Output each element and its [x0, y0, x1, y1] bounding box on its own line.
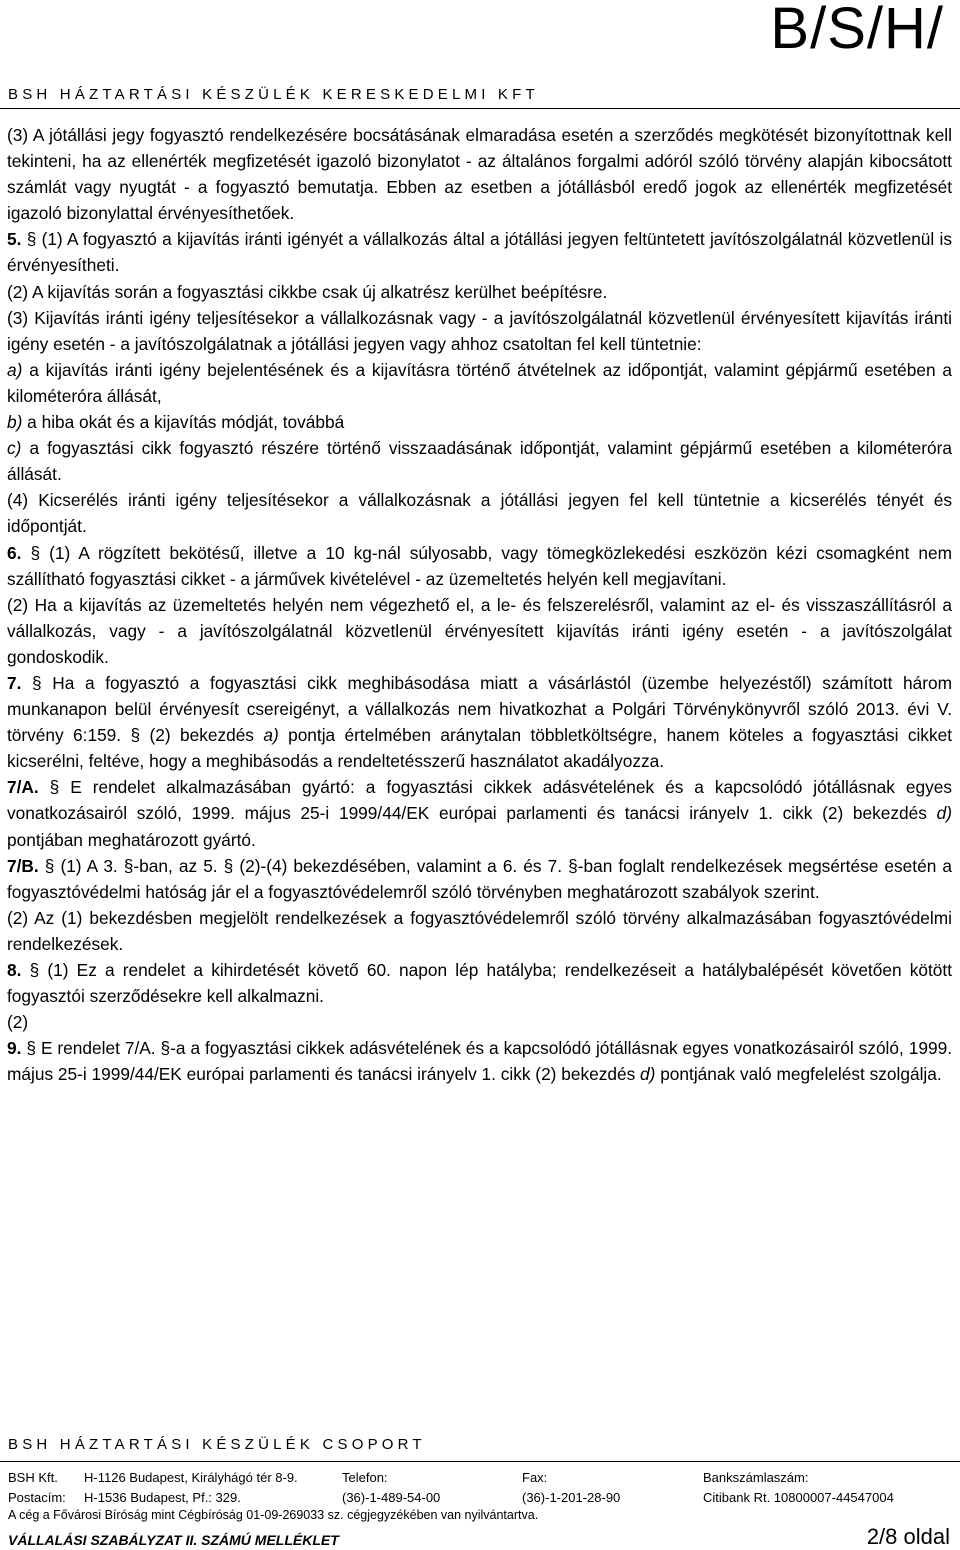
- text-segment: (2): [7, 1012, 29, 1033]
- footer-phone: (36)-1-489-54-00: [342, 1490, 441, 1505]
- text-segment: pontjának való megfelelést szolgálja.: [655, 1064, 942, 1085]
- text-segment: § (1) A rögzített bekötésű, illetve a 10 kg-nál súlyosabb, vagy tömegközlekedési eszközön kézi csomagként nem szállítható fogyasztási cikket - a járművek kivételével - az üzemeltetés helyén kell megjavítani.: [7, 542, 952, 589]
- footer-divider: [0, 1461, 960, 1462]
- point-letter: c): [7, 438, 22, 459]
- footer-bank-label: Bankszámlaszám:: [703, 1470, 809, 1485]
- paragraph: [7, 957, 952, 1009]
- footer-fax-label: Fax:: [522, 1470, 548, 1485]
- text-segment: pontjában meghatározott gyártó.: [7, 829, 256, 850]
- text-segment: § E rendelet 7/A. §-a a fogyasztási cikkek adásvételének és a kapcsolódó jótállásnak egyes vonatkozásairól szóló, 1999. május 25-i 1999/44/EK európai parlamenti és tanácsi irányelv 1. cikk (2) bekezdés: [7, 1038, 953, 1085]
- paragraph: [7, 435, 952, 487]
- text-segment: § (1) A 3. §-ban, az 5. § (2)-(4) bekezdésében, valamint a 6. és 7. §-ban foglalt rendelkezések megsértése esetén a fogyasztóvédelmi hatóság jár el a fogyasztóvédelemről szóló törvényben meghatározott szabályok szerint.: [7, 855, 952, 902]
- section-number: 9.: [7, 1038, 27, 1059]
- section-number: 5.: [7, 229, 27, 250]
- text-segment: (3) Kijavítás iránti igény teljesítésekor a vállalkozásnak vagy - a javítószolgálatnál közvetlenül érvényesített kijavítás iránti igény esetén - a javítószolgálatnak a jótállási jegyen vagy ahhoz csatoltan fel kell tüntetnie:: [7, 307, 952, 354]
- section-number: 7/A.: [7, 777, 50, 798]
- point-letter: a): [7, 359, 23, 380]
- footer-postal-address: H-1536 Budapest, Pf.: 329.: [84, 1490, 241, 1505]
- footer-company-name: BSH HÁZTARTÁSI KÉSZÜLÉK CSOPORT: [8, 1436, 426, 1453]
- paragraph: [7, 774, 952, 852]
- paragraph: [7, 1009, 952, 1035]
- header-divider: [0, 108, 960, 109]
- paragraph: [7, 670, 952, 774]
- section-number: 8.: [7, 960, 30, 980]
- text-segment: pontja értelmében aránytalan többletköltségre, hanem köteles a fogyasztási cikket kicserélni, feltéve, hogy a meghibásodás a rendeltetésszerű használatot akadályozza.: [7, 725, 952, 772]
- point-letter: d): [936, 803, 952, 824]
- point-letter: a): [263, 725, 279, 746]
- text-segment: a kijavítás iránti igény bejelentésének és a kijavításra történő átvételnek az időpontját, valamint gépjármű esetében a kilométeróra állását,: [7, 359, 952, 406]
- paragraph: [7, 279, 952, 305]
- paragraph: [7, 226, 952, 278]
- appendix-title: VÁLLALÁSI SZABÁLYZAT II. SZÁMÚ MELLÉKLET: [8, 1532, 339, 1548]
- section-number: 7.: [7, 672, 33, 693]
- footer-fax: (36)-1-201-28-90: [522, 1490, 621, 1505]
- paragraph: [7, 1035, 952, 1087]
- paragraph: [7, 305, 952, 357]
- footer-phone-label: Telefon:: [342, 1470, 388, 1485]
- text-segment: § (1) A fogyasztó a kijavítás iránti igényét a vállalkozás által a jótállási jegyen feltüntetett javítószolgálatnál közvetlenül is érvényesítheti.: [7, 229, 953, 276]
- section-number: 6.: [7, 542, 31, 563]
- section-number: 7/B.: [7, 855, 45, 876]
- page-number: 2/8 oldal: [866, 1524, 950, 1549]
- footer-postal-label: Postacím:: [8, 1490, 66, 1505]
- text-segment: a fogyasztási cikk fogyasztó részére történő visszaadásának időpontját, valamint gépjármű esetében a kilométeróra állását.: [7, 438, 952, 485]
- company-name: BSH HÁZTARTÁSI KÉSZÜLÉK KERESKEDELMI KFT: [8, 86, 539, 103]
- text-segment: a hiba okát és a kijavítás módját, továbbá: [22, 412, 345, 433]
- point-letter: d): [640, 1064, 656, 1085]
- footer-bank-account: Citibank Rt. 10800007-44547004: [703, 1490, 894, 1505]
- brand-logo: B/S/H/: [770, 0, 944, 61]
- footer-address: H-1126 Budapest, Királyhágó tér 8-9.: [84, 1470, 298, 1485]
- text-segment: (2) A kijavítás során a fogyasztási cikkbe csak új alkatrész kerülhet beépítésre.: [7, 281, 608, 302]
- point-letter: b): [7, 412, 23, 433]
- text-segment: (4) Kicserélés iránti igény teljesítésekor a vállalkozásnak a jótállási jegyen fel kell tüntetnie a kicserélés tényét és időpontját.: [7, 490, 952, 537]
- paragraph: [7, 409, 952, 435]
- paragraph: [7, 540, 952, 592]
- paragraph: [7, 853, 952, 905]
- paragraph: [7, 357, 952, 409]
- text-segment: § Ha a fogyasztó a fogyasztási cikk meghibásodása miatt a vásárlástól (üzembe helyezéstől) számított három munkanapon belül érvényesít csereigényt, a vállalkozás nem hivatkozhat a Polgári Törvénykönyvről szóló 2013. évi V. törvény 6:159. § (2) bekezdés: [7, 672, 952, 746]
- document-body: [7, 122, 952, 1087]
- paragraph: [7, 905, 952, 957]
- registry-note: A cég a Fővárosi Bíróság mint Cégbíróság 01-09-269033 sz. cégjegyzékében van nyilvántartva.: [8, 1508, 539, 1522]
- paragraph: [7, 487, 952, 539]
- text-segment: (3) A jótállási jegy fogyasztó rendelkezésére bocsátásának elmaradása esetén a szerződés megkötését bizonyítottnak kell tekinteni, ha az ellenérték megfizetését igazoló bizonylatot - az általános forgalmi adóról szóló törvény alapján kibocsátott számlát vagy nyugtát - a fogyasztó bemutatja. Ebben az esetben a jótállásból eredő jogok az ellenérték megfizetését igazoló bizonylattal érvényesíthetőek.: [7, 125, 952, 224]
- paragraph: [7, 122, 952, 226]
- text-segment: (2) Az (1) bekezdésben megjelölt rendelkezések a fogyasztóvédelemről szóló törvény alkalmazásában fogyasztóvédelmi rendelkezések.: [7, 907, 952, 954]
- text-segment: § (1) Ez a rendelet a kihirdetését követő 60. napon lép hatályba; rendelkezéseit a hatálybalépését követően kötött fogyasztói szerződésekre kell alkalmazni.: [7, 960, 953, 1007]
- text-segment: § E rendelet alkalmazásában gyártó: a fogyasztási cikkek adásvételének és a kapcsolódó jótállásnak egyes vonatkozásairól szóló, 1999. május 25-i 1999/44/EK európai parlamenti és tanácsi irányelv 1. cikk (2) bekezdés: [7, 777, 952, 824]
- paragraph: [7, 592, 952, 670]
- footer-company-short: BSH Kft.: [8, 1470, 58, 1485]
- text-segment: (2) Ha a kijavítás az üzemeltetés helyén nem végezhető el, a le- és felszerelésről, valamint az el- és visszaszállításról a vállalkozás, vagy - a javítószolgálatnál közvetlenül érvényesített kijavítás iránti igény esetén - a javítószolgálat gondoskodik.: [7, 594, 952, 667]
